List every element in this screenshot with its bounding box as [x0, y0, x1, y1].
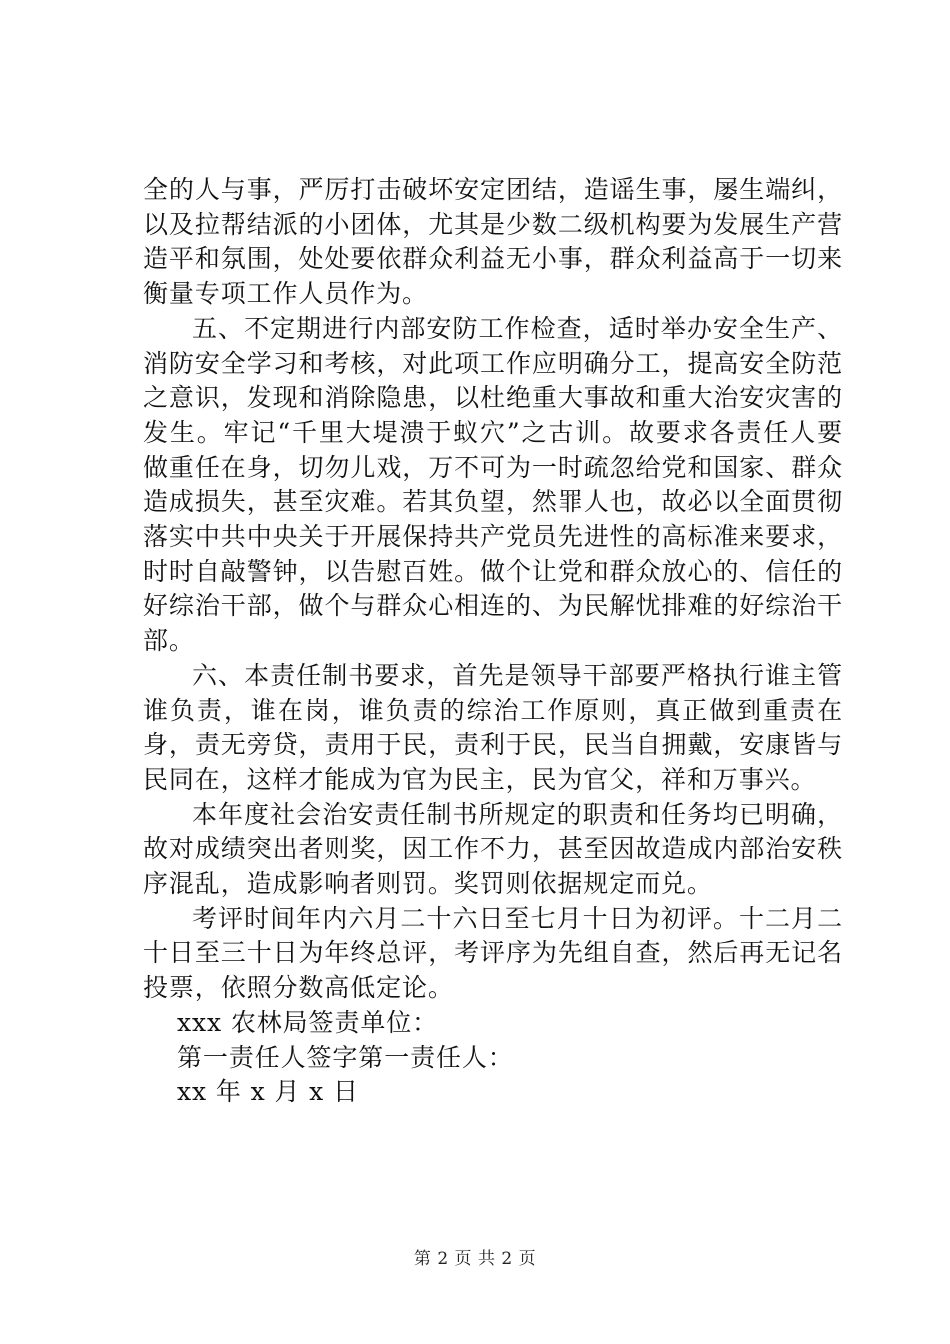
- signoff-responsible-person: 第一责任人签字第一责任人：: [177, 1042, 514, 1072]
- signoff-date: xx 年 x 月 x 日: [177, 1077, 359, 1107]
- paragraph-reward-penalty: 本年度社会治安责任制书所规定的职责和任务均已明确，故对成绩突出者则奖，因工作不力，甚至因故造成内部治安秩序混乱，造成影响者则罚。奖罚则依据规定而兑。: [143, 799, 843, 899]
- signoff-unit: xxx 农林局签责单位：: [177, 1007, 439, 1037]
- paragraph-section-six: 六、本责任制书要求，首先是领导干部要严格执行谁主管谁负责，谁在岗，谁负责的综治工作原则，真正做到重责在身，责无旁贷，责用于民，责利于民，民当自拥戴，安康皆与民同在，这样才能成为官为民主，民为官父，祥和万事兴。: [143, 660, 843, 794]
- paragraph-evaluation-time: 考评时间年内六月二十六日至七月十日为初评。十二月二十日至三十日为年终总评，考评序为先组自查，然后再无记名投票，依照分数高低定论。: [143, 903, 843, 1003]
- paragraph-section-five: 五、不定期进行内部安防工作检查，适时举办安全生产、消防安全学习和考核，对此项工作应明确分工，提高安全防范之意识，发现和消除隐患，以杜绝重大事故和重大治安灾害的发生。牢记“千里大堤溃于蚁穴”之古训。故要求各责任人要做重任在身，切勿儿戏，万不可为一时疏忽给党和国家、群众造成损失，甚至灾难。若其负望，然罪人也，故必以全面贯彻落实中共中央关于开展保持共产党员先进性的高标准来要求，时时自敲警钟，以告慰百姓。做个让党和群众放心的、信任的好综治干部，做个与群众心相连的、为民解忧排难的好综治干部。: [143, 313, 843, 656]
- page-number-footer: 第 2 页 共 2 页: [413, 1249, 537, 1269]
- document-body: [143, 173, 843, 1110]
- paragraph-continuation: 全的人与事，严厉打击破坏安定团结，造谣生事，屡生端纠，以及拉帮结派的小团体，尤其是少数二级机构要为发展生产营造平和氛围，处处要依群众利益无小事，群众利益高于一切来衡量专项工作人员作为。: [143, 175, 843, 309]
